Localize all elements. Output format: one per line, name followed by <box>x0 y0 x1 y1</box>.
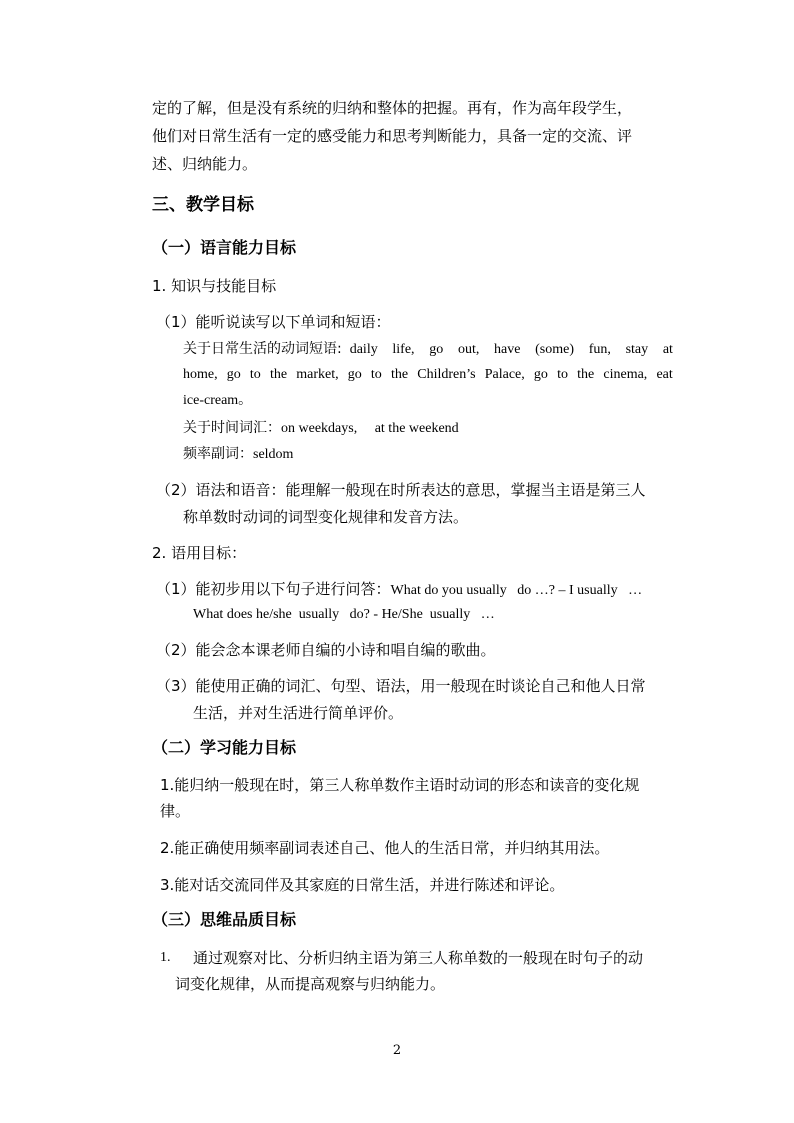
learning-point-1-line-1: 1.能归纳一般现在时，第三人称单数作主语时动词的形态和读音的变化规 <box>160 776 640 794</box>
usage-item-3-line-2: 生活，并对生活进行简单评价。 <box>193 704 404 722</box>
usage-question-2: What does he/she usually do? - He/She usually … <box>193 607 495 622</box>
subheading-learning-ability: （二）学习能力目标 <box>152 738 297 757</box>
item-1-title: （1）能听说读写以下单词和短语： <box>156 313 391 331</box>
phrase-word: life, <box>392 342 415 357</box>
thinking-point-1-line-1: 通过观察对比、分析归纳主语为第三人称单数的一般现在时句子的动 <box>193 949 644 967</box>
phrase-word: the <box>390 367 409 382</box>
phrase-word: go <box>226 367 241 382</box>
phrase-word: the <box>269 367 288 382</box>
phrases-line-2 <box>183 365 673 385</box>
phrases-label: 关于日常生活的动词短语: <box>183 341 342 357</box>
intro-line-3: 述、归纳能力。 <box>152 155 258 173</box>
frequency-adverbs <box>183 443 293 465</box>
phrase-word: have <box>494 342 521 357</box>
phrase-word: fun, <box>588 342 611 357</box>
phrases-line-1 <box>183 339 673 360</box>
phrase-word: to <box>249 367 261 382</box>
learning-point-2: 2.能正确使用频率副词表述自己、他人的生活日常，并归纳其用法。 <box>160 839 610 857</box>
phrase-word: out, <box>457 342 480 357</box>
intro-line-2: 他们对日常生活有一定的感受能力和思考判断能力，具备一定的交流、评 <box>152 127 633 145</box>
learning-point-3: 3.能对话交流同伴及其家庭的日常生活，并进行陈述和评论。 <box>160 876 565 894</box>
time-vocabulary <box>183 417 459 439</box>
phrases-line-3: ice-cream。 <box>183 393 253 408</box>
phrase-word: to <box>370 367 382 382</box>
thinking-point-1-line-2: 词变化规律，从而提高观察与归纳能力。 <box>175 975 446 993</box>
page-number: 2 <box>392 1043 402 1058</box>
phrase-word: at <box>662 342 673 357</box>
phrase-word: eat <box>656 367 673 382</box>
phrase-word: home, <box>183 367 218 382</box>
usage-item-1 <box>156 579 642 601</box>
learning-point-1-line-2: 律。 <box>160 802 191 820</box>
phrase-word: to <box>557 367 568 382</box>
time-label: 关于时间词汇： <box>183 420 281 436</box>
phrase-word: market, <box>296 367 339 382</box>
section-heading-teaching-goals: 三、教学目标 <box>152 195 254 215</box>
time-words: on weekdays, at the weekend <box>281 421 459 436</box>
phrase-word: daily <box>349 342 378 357</box>
freq-label: 频率副词： <box>183 446 253 462</box>
usage-item-3-line-1: （3）能使用正确的词汇、句型、语法，用一般现在时谈论自己和他人日常 <box>156 677 646 695</box>
phrases-words-row-1 <box>350 340 673 360</box>
phrase-word: go <box>533 367 548 382</box>
usage-item-1-prefix: （1）能初步用以下句子进行问答： <box>156 580 391 598</box>
subheading-language-ability: （一）语言能力目标 <box>152 238 297 257</box>
intro-line-1: 定的了解，但是没有系统的归纳和整体的把握。再有，作为高年段学生， <box>152 99 633 117</box>
thinking-point-1-number: 1. <box>160 950 171 965</box>
phrase-word: Children’s <box>417 367 476 382</box>
usage-question-1: What do you usually do …? – I usually … <box>390 583 643 598</box>
phrase-word: (some) <box>535 342 575 357</box>
phrase-word: cinema, <box>603 367 648 382</box>
subheading-thinking-quality: （三）思维品质目标 <box>152 910 297 929</box>
knowledge-skills-title: 1. 知识与技能目标 <box>152 277 277 295</box>
item-2-line-2: 称单数时动词的词型变化规律和发音方法。 <box>183 508 469 526</box>
phrase-word: Palace, <box>484 367 525 382</box>
freq-words: seldom <box>253 447 294 462</box>
phrase-word: stay <box>625 342 649 357</box>
item-2-line-1: （2）语法和语音：能理解一般现在时所表达的意思，掌握当主语是第三人 <box>156 481 646 499</box>
usage-item-2: （2）能会念本课老师自编的小诗和唱自编的歌曲。 <box>156 641 496 659</box>
phrase-word: go <box>347 367 362 382</box>
phrase-word: the <box>577 367 595 382</box>
pragmatic-goals-title: 2. 语用目标： <box>152 544 247 562</box>
phrase-word: go <box>429 342 444 357</box>
